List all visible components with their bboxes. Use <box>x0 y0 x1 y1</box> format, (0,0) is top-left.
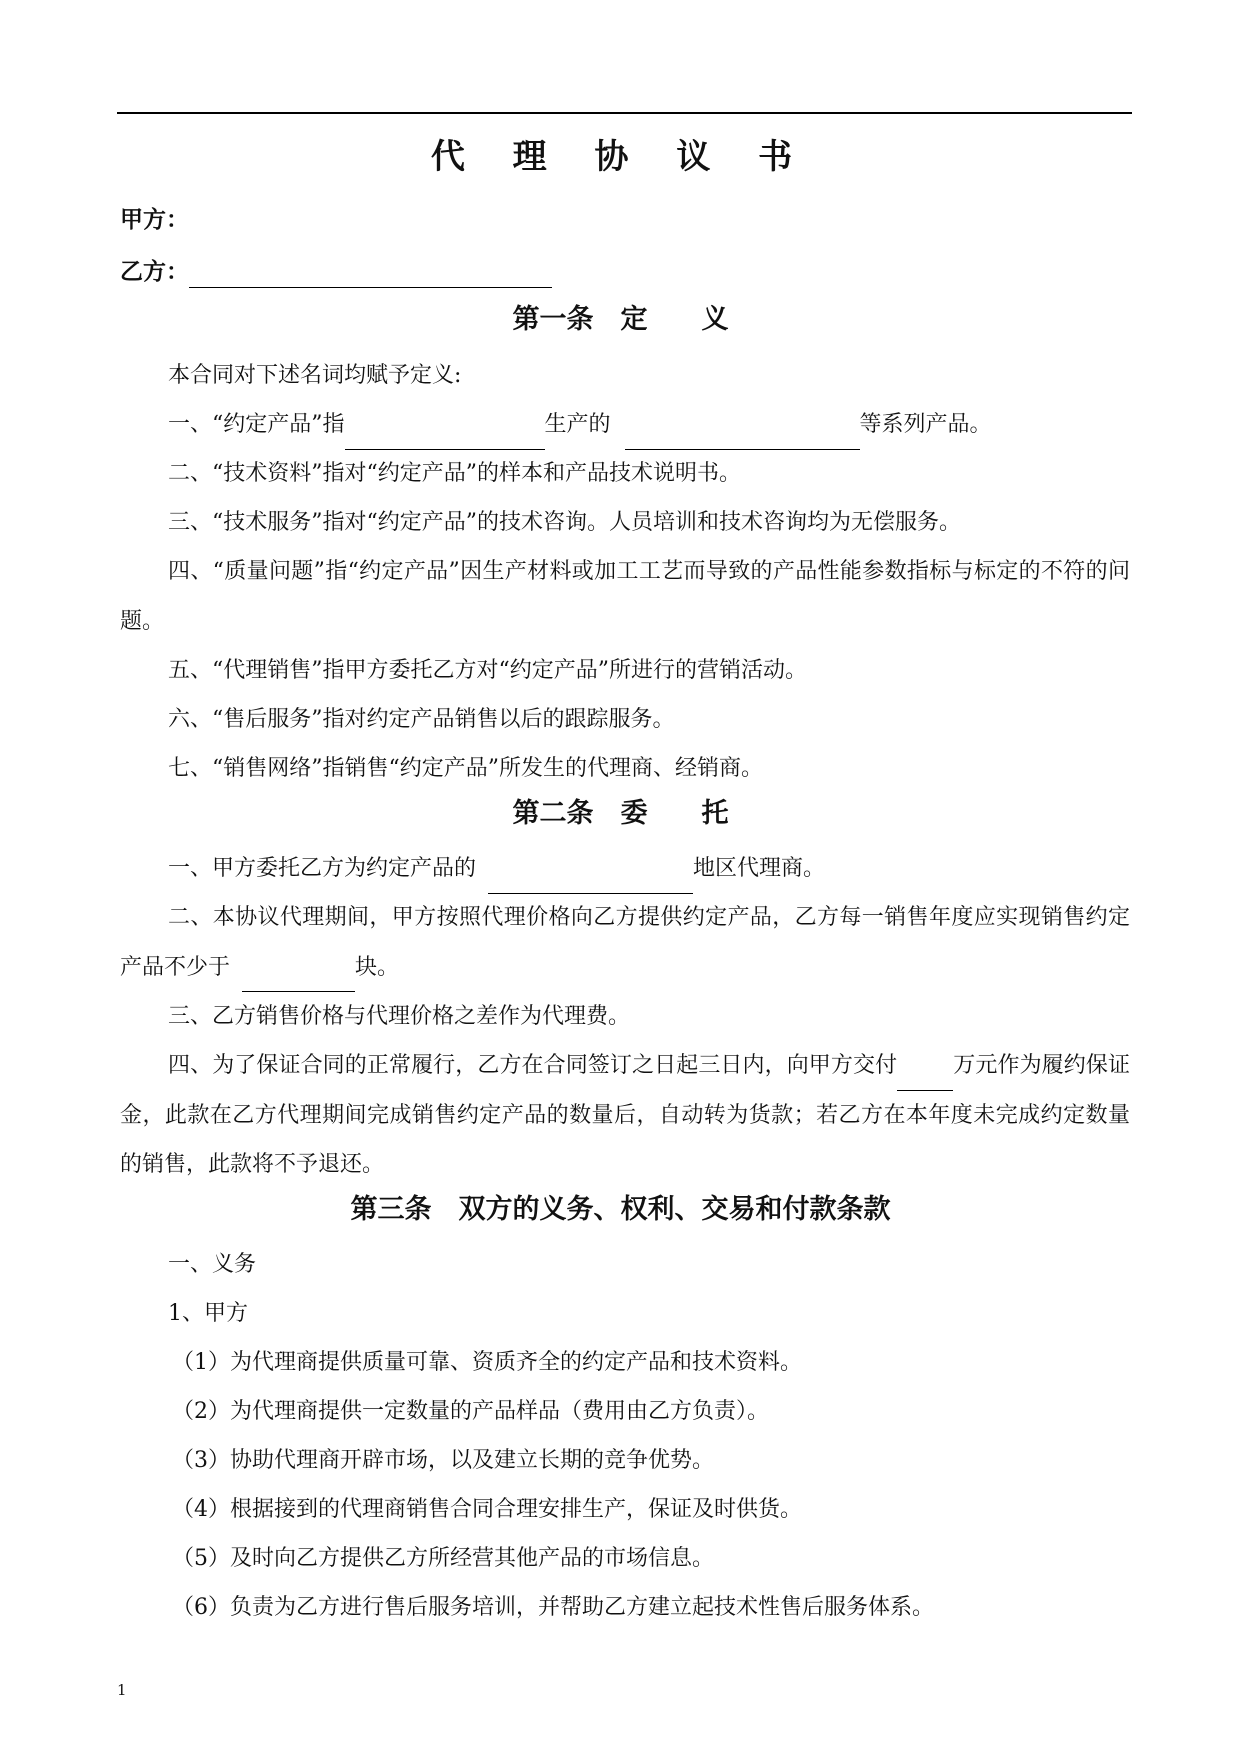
obligation-item: （1）为代理商提供质量可靠、资质齐全的约定产品和技术资料。 <box>172 1350 802 1375</box>
article1-item1-prefix: 一、“约定产品”指 <box>168 412 345 437</box>
article1-item1-middle: 生产的 <box>544 412 611 437</box>
article2-item2-prefix: 二、本协议代理期间，甲方按照代理价格向乙方提供约定产品，乙方每一销售年度应实现销售约定产品不少于 <box>120 905 1130 980</box>
obligation-item: （2）为代理商提供一定数量的产品样品（费用由乙方负责）。 <box>172 1399 769 1424</box>
article1-item7: 七、“销售网络”指销售“约定产品”所发生的代理商、经销商。 <box>168 756 763 781</box>
deposit-blank <box>897 1064 953 1091</box>
article2-item1-suffix: 地区代理商。 <box>693 856 826 881</box>
article1-heading: 第一条 定 义 <box>512 304 729 335</box>
article2-item2 <box>120 893 1130 992</box>
header-rule <box>117 112 1132 114</box>
article1-item1-suffix: 等系列产品。 <box>859 412 992 437</box>
party-b-label: 乙方： <box>120 259 189 285</box>
page-number: 1 <box>117 1681 127 1699</box>
obligation-item: （6）负责为乙方进行售后服务培训，并帮助乙方建立起技术性售后服务体系。 <box>172 1595 934 1620</box>
article2-item3: 三、乙方销售价格与代理价格之差作为代理费。 <box>168 1004 631 1029</box>
article1-item1 <box>120 400 1130 450</box>
article3-section1: 一、义务 <box>168 1252 257 1277</box>
article3-heading: 第三条 双方的义务、权利、交易和付款条款 <box>350 1194 891 1225</box>
party-b-blank <box>189 261 552 288</box>
article3-subsection1: 1、甲方 <box>168 1301 248 1326</box>
article2-item4 <box>120 1041 1130 1190</box>
manufacturer-blank <box>345 423 545 450</box>
region-blank <box>488 867 693 894</box>
article1-intro: 本合同对下述名词均赋予定义: <box>168 363 462 388</box>
obligation-item: （5）及时向乙方提供乙方所经营其他产品的市场信息。 <box>172 1546 714 1571</box>
article2-item4-suffix: 万元作为履约保证金，此款在乙方代理期间完成销售约定产品的数量后，自动转为货款；若乙方在本年度未完成约定数量的销售，此款将不予退还。 <box>120 1053 1130 1177</box>
quantity-blank <box>242 965 355 992</box>
article1-item6: 六、“售后服务”指对约定产品销售以后的跟踪服务。 <box>168 707 675 732</box>
obligation-item: （3）协助代理商开辟市场，以及建立长期的竞争优势。 <box>172 1448 714 1473</box>
article2-item1 <box>120 844 1130 894</box>
obligation-item: （4）根据接到的代理商销售合同合理安排生产，保证及时供货。 <box>172 1497 802 1522</box>
article1-item2: 二、“技术资料”指对“约定产品”的样本和产品技术说明书。 <box>168 461 741 486</box>
party-a-label: 甲方： <box>120 207 189 233</box>
party-a-line <box>120 204 189 236</box>
article1-item5: 五、“代理销售”指甲方委托乙方对“约定产品”所进行的营销活动。 <box>168 658 807 683</box>
article2-heading: 第二条 委 托 <box>512 798 729 829</box>
party-b-line <box>120 256 552 288</box>
article2-item4-prefix: 四、为了保证合同的正常履行，乙方在合同签订之日起三日内，向甲方交付 <box>168 1053 898 1078</box>
product-series-blank <box>625 423 860 450</box>
article2-item2-suffix: 块。 <box>355 954 400 980</box>
article1-item3: 三、“技术服务”指对“约定产品”的技术咨询。人员培训和技术咨询均为无偿服务。 <box>168 510 961 535</box>
article2-item1-prefix: 一、甲方委托乙方为约定产品的 <box>168 856 477 881</box>
document-title: 代 理 协 议 书 <box>430 137 811 177</box>
article1-item4: 四、“质量问题”指“约定产品”因生产材料或加工工艺而导致的产品性能参数指标与标定的不符的问题。 <box>120 559 1130 634</box>
